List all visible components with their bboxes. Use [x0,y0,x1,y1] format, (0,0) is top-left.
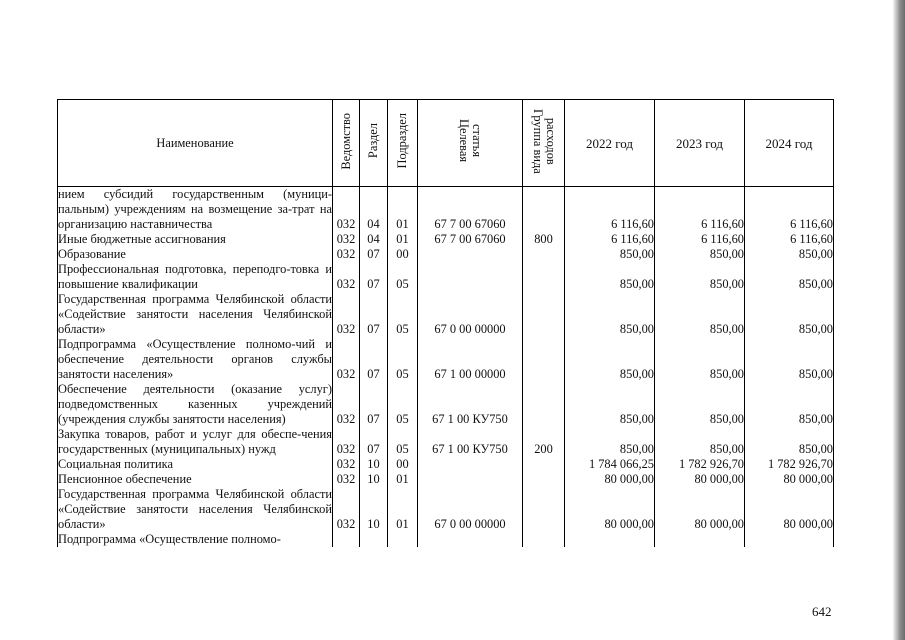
row-amount-2024 [745,532,834,547]
row-amount-2022: 850,00 [565,262,655,292]
row-name: Государственная программа Челябинской области «Содействие занятости населения Челябинской области» [58,487,332,531]
row-section: 07 [360,427,388,457]
table-row [58,382,834,427]
row-section: 07 [360,292,388,337]
row-subsection: 01 [388,487,418,532]
row-amount-2023: 850,00 [655,262,745,292]
row-subsection: 00 [388,247,418,262]
row-target-article: 67 7 00 67060 [418,232,523,247]
row-name: Обеспечение деятельности (оказание услуг) подведомственных казенных учреждений (учреждения службы занятости населения) [58,382,332,426]
row-expense-group [523,292,565,337]
table-row [58,232,834,247]
row-expense-group: 800 [523,232,565,247]
row-subsection: 05 [388,337,418,382]
row-department: 032 [333,337,360,382]
table-row [58,532,834,547]
row-amount-2023: 850,00 [655,427,745,457]
table-row [58,457,834,472]
row-name: Пенсионное обеспечение [58,472,333,487]
row-department: 032 [333,427,360,457]
row-expense-group [523,187,565,233]
row-amount-2022: 850,00 [565,427,655,457]
table-row [58,187,834,233]
budget-table [57,99,834,547]
row-amount-2022: 80 000,00 [565,487,655,532]
row-expense-group [523,382,565,427]
header-expense-group: Группа вида расходов [523,100,565,187]
row-target-article: 67 7 00 67060 [418,187,523,233]
header-name: Наименование [58,100,333,187]
row-name: Закупка товаров, работ и услуг для обеспе-чения государственных (муниципальных) нужд [58,427,332,456]
row-section: 04 [360,187,388,233]
table-row [58,262,834,292]
row-subsection: 05 [388,292,418,337]
row-name: Профессиональная подготовка, переподго-товка и повышение квалификации [58,262,332,291]
row-amount-2024: 6 116,60 [745,232,834,247]
row-amount-2024: 80 000,00 [745,487,834,532]
row-subsection: 00 [388,457,418,472]
row-department: 032 [333,472,360,487]
row-section: 04 [360,232,388,247]
row-amount-2022 [565,532,655,547]
row-subsection [388,532,418,547]
table-row [58,427,834,457]
row-amount-2023: 80 000,00 [655,472,745,487]
header-target-article: Целевая статья [418,100,523,187]
row-expense-group [523,262,565,292]
row-department: 032 [333,292,360,337]
row-amount-2023: 1 782 926,70 [655,457,745,472]
header-department: Ведомство [333,100,360,187]
row-amount-2023: 6 116,60 [655,232,745,247]
row-expense-group [523,472,565,487]
row-amount-2022: 850,00 [565,382,655,427]
row-amount-2023: 850,00 [655,247,745,262]
row-name: Иные бюджетные ассигнования [58,232,333,247]
table-header [58,100,834,187]
row-target-article: 67 1 00 00000 [418,337,523,382]
row-amount-2024: 850,00 [745,292,834,337]
page-number: 642 [812,604,832,619]
row-expense-group [523,457,565,472]
row-name: нием субсидий государственным (муници-пальным) учреждениям на возмещение за-трат на организацию наставничества [58,187,332,231]
row-department: 032 [333,382,360,427]
row-target-article: 67 0 00 00000 [418,292,523,337]
row-section: 10 [360,472,388,487]
row-name: Образование [58,247,333,262]
header-year-2022: 2022 год [565,100,655,187]
row-section: 07 [360,262,388,292]
row-subsection: 01 [388,187,418,233]
row-amount-2023: 6 116,60 [655,187,745,233]
row-subsection: 05 [388,262,418,292]
row-target-article [418,247,523,262]
row-department: 032 [333,232,360,247]
row-target-article [418,262,523,292]
table-row [58,487,834,532]
row-amount-2024: 850,00 [745,427,834,457]
row-amount-2022: 850,00 [565,292,655,337]
header-year-2024: 2024 год [745,100,834,187]
row-expense-group [523,247,565,262]
row-name: Подпрограмма «Осуществление полномо- [58,532,333,547]
row-department: 032 [333,457,360,472]
row-target-article [418,472,523,487]
table-row [58,472,834,487]
row-subsection: 05 [388,382,418,427]
row-amount-2022: 6 116,60 [565,232,655,247]
table-row [58,337,834,382]
row-amount-2024: 80 000,00 [745,472,834,487]
row-section: 07 [360,382,388,427]
row-amount-2022: 80 000,00 [565,472,655,487]
row-section: 07 [360,247,388,262]
row-amount-2024: 850,00 [745,337,834,382]
row-expense-group: 200 [523,427,565,457]
header-subsection: Подраздел [388,100,418,187]
row-department [333,532,360,547]
row-department: 032 [333,487,360,532]
row-subsection: 01 [388,472,418,487]
row-amount-2022: 1 784 066,25 [565,457,655,472]
row-amount-2023: 80 000,00 [655,487,745,532]
row-subsection: 05 [388,427,418,457]
row-subsection: 01 [388,232,418,247]
row-name: Государственная программа Челябинской области «Содействие занятости населения Челябинской области» [58,292,332,336]
row-name: Подпрограмма «Осуществление полномо-чий и обеспечение деятельности органов службы занятости населения» [58,337,332,381]
row-target-article: 67 0 00 00000 [418,487,523,532]
row-amount-2024: 850,00 [745,262,834,292]
table-row [58,292,834,337]
row-target-article: 67 1 00 КУ750 [418,427,523,457]
row-target-article: 67 1 00 КУ750 [418,382,523,427]
row-section [360,532,388,547]
row-expense-group [523,337,565,382]
row-department: 032 [333,262,360,292]
row-department: 032 [333,187,360,233]
row-expense-group [523,532,565,547]
row-department: 032 [333,247,360,262]
row-target-article [418,532,523,547]
row-amount-2022: 6 116,60 [565,187,655,233]
row-amount-2023: 850,00 [655,337,745,382]
row-name: Социальная политика [58,457,333,472]
row-amount-2023 [655,532,745,547]
row-expense-group [523,487,565,532]
row-section: 10 [360,457,388,472]
header-section: Раздел [360,100,388,187]
page-edge-shadow [893,0,905,640]
row-amount-2023: 850,00 [655,382,745,427]
row-amount-2024: 6 116,60 [745,187,834,233]
row-amount-2022: 850,00 [565,337,655,382]
row-section: 10 [360,487,388,532]
row-amount-2023: 850,00 [655,292,745,337]
row-amount-2022: 850,00 [565,247,655,262]
row-section: 07 [360,337,388,382]
row-amount-2024: 850,00 [745,247,834,262]
row-amount-2024: 850,00 [745,382,834,427]
row-amount-2024: 1 782 926,70 [745,457,834,472]
header-year-2023: 2023 год [655,100,745,187]
row-target-article [418,457,523,472]
table-row [58,247,834,262]
